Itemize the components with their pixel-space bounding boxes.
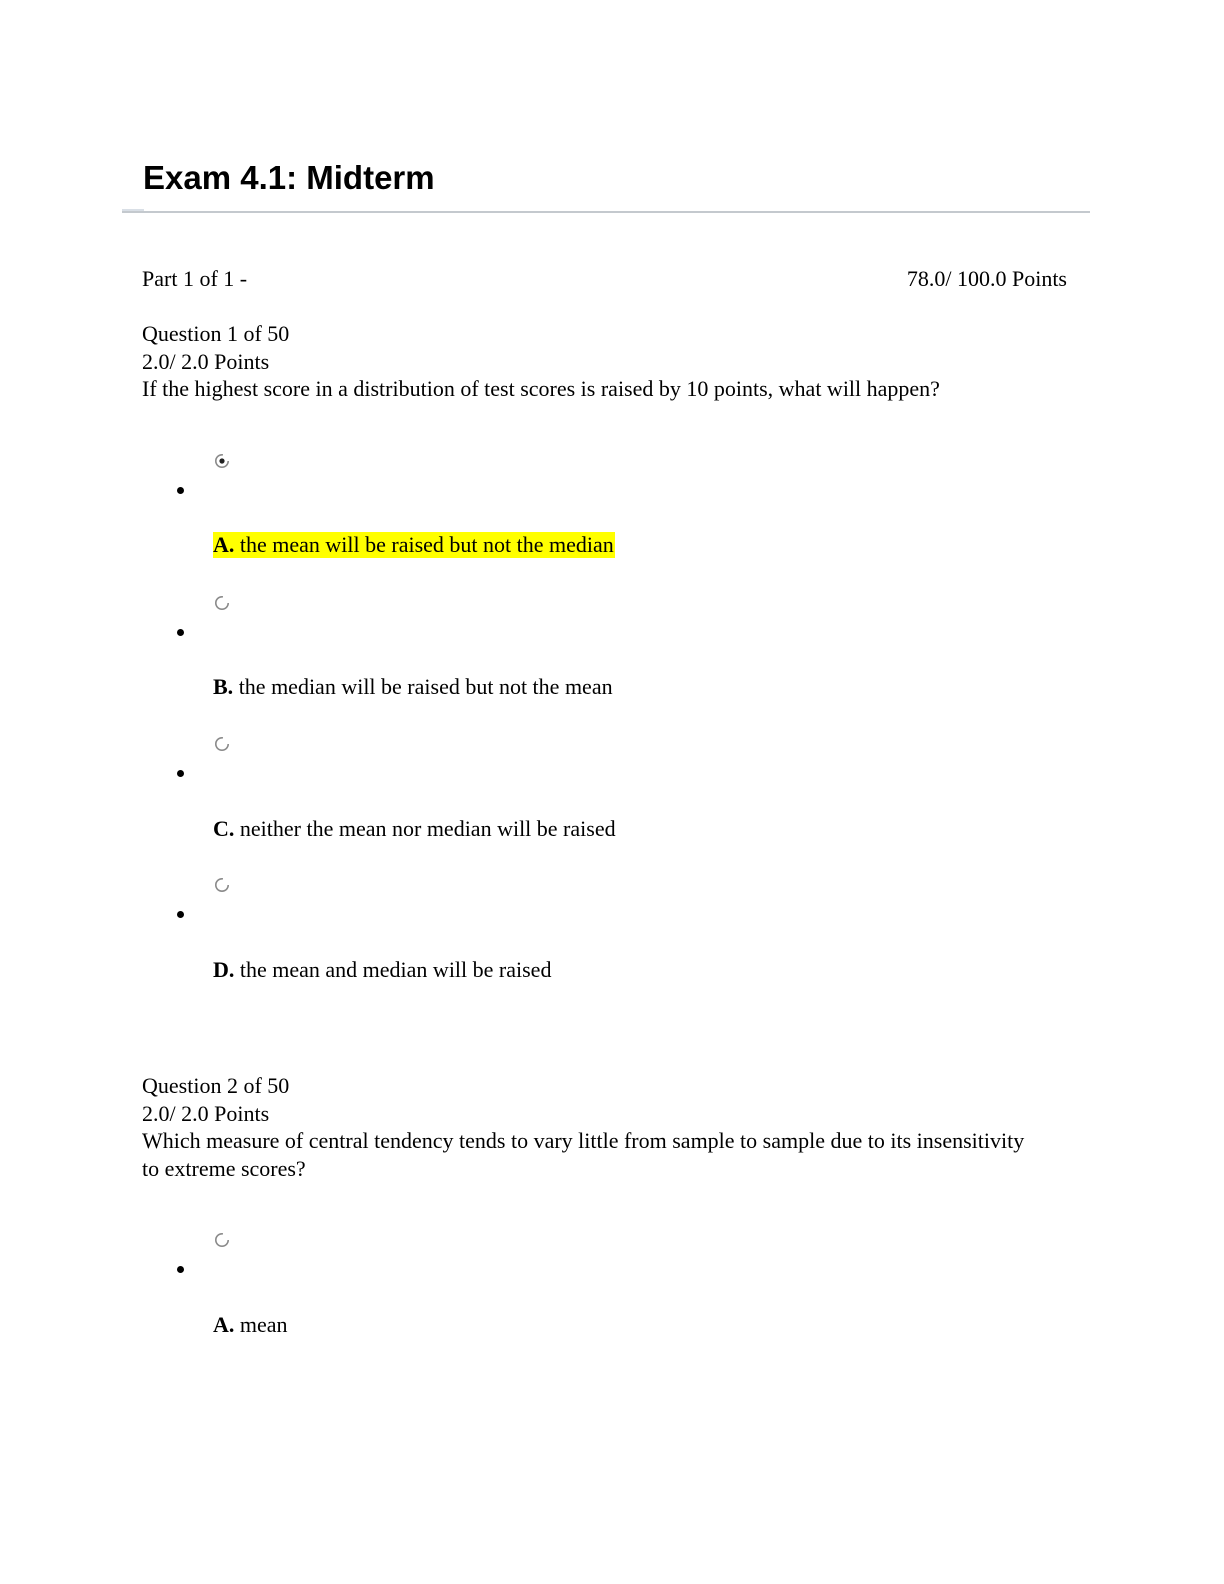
radio-q1-b-icon[interactable] bbox=[214, 595, 230, 611]
answer-q1-d[interactable] bbox=[213, 956, 551, 984]
question-number: Question 2 of 50 bbox=[142, 1073, 290, 1098]
list-bullet bbox=[177, 911, 184, 918]
question-text: If the highest score in a distribution of test scores is raised by 10 points, what will happen? bbox=[142, 376, 940, 401]
answer-letter: A. bbox=[213, 532, 235, 557]
answer-q1-b[interactable] bbox=[213, 673, 613, 701]
title-divider bbox=[122, 211, 1090, 213]
question-text: Which measure of central tendency tends to vary little from sample to sample due to its insensitivity to extreme scores? bbox=[142, 1128, 1025, 1181]
answer-text: the mean and median will be raised bbox=[239, 957, 552, 982]
question-2 bbox=[142, 1072, 1042, 1182]
answer-text: the median will be raised but not the mean bbox=[238, 674, 613, 699]
list-bullet bbox=[177, 770, 184, 777]
answer-text: mean bbox=[239, 1312, 288, 1337]
question-points: 2.0/ 2.0 Points bbox=[142, 348, 270, 374]
question-1 bbox=[142, 320, 1042, 403]
page-title: Exam 4.1: Midterm bbox=[143, 159, 435, 196]
question-number: Question 1 of 50 bbox=[142, 321, 290, 346]
answer-letter: D. bbox=[213, 957, 235, 982]
radio-q2-a-icon[interactable] bbox=[214, 1232, 230, 1248]
answer-letter: A. bbox=[213, 1312, 235, 1337]
answer-q1-a[interactable] bbox=[213, 531, 615, 559]
answer-text: neither the mean nor median will be raised bbox=[239, 816, 616, 841]
part-label: Part 1 of 1 - bbox=[142, 266, 248, 291]
list-bullet bbox=[177, 487, 184, 494]
radio-q1-c-icon[interactable] bbox=[214, 736, 230, 752]
answer-q1-c[interactable] bbox=[213, 815, 616, 843]
radio-q1-a-icon[interactable] bbox=[214, 453, 230, 469]
answer-letter: B. bbox=[213, 674, 234, 699]
answer-q2-a[interactable] bbox=[213, 1311, 288, 1339]
question-points: 2.0/ 2.0 Points bbox=[142, 1100, 270, 1126]
radio-q1-d-icon[interactable] bbox=[214, 877, 230, 893]
list-bullet bbox=[177, 1266, 184, 1273]
answer-text: the mean will be raised but not the median bbox=[239, 532, 614, 557]
list-bullet bbox=[177, 629, 184, 636]
part-score: 78.0/ 100.0 Points bbox=[906, 266, 1067, 291]
answer-letter: C. bbox=[213, 816, 235, 841]
